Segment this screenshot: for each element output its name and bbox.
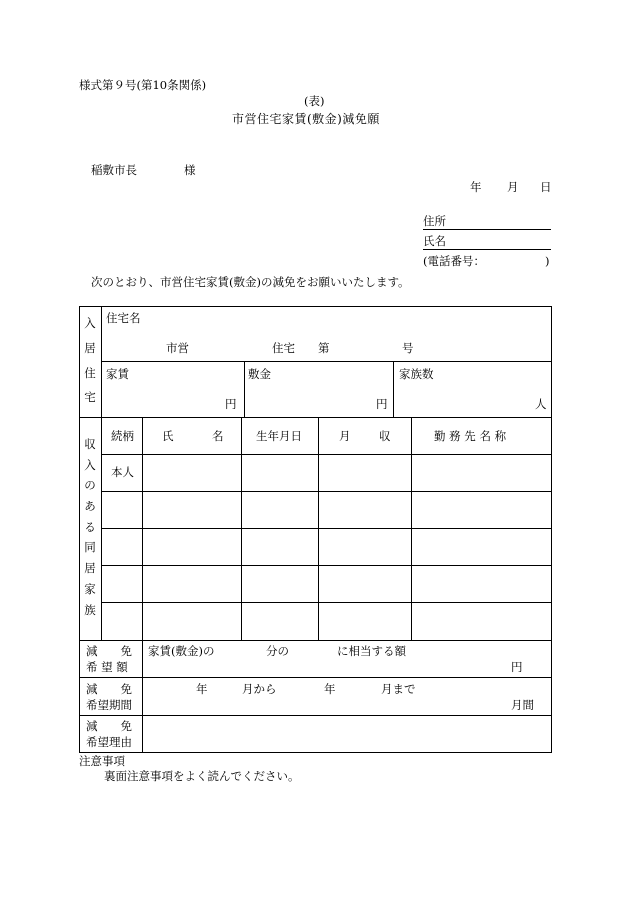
deposit-unit: 円 <box>376 397 388 411</box>
residence-section-label: 入 居 住 宅 <box>84 316 96 405</box>
reduction-amount-unit: 円 <box>511 660 523 674</box>
period-end-month: 月まで <box>381 682 416 696</box>
addressee-name: 稲敷市長 <box>91 163 137 177</box>
relation-self: 本人 <box>111 465 134 479</box>
family-count-unit: 人 <box>535 397 547 411</box>
header-birthdate: 生年月日 <box>256 429 302 443</box>
notes-title: 注意事項 <box>79 754 125 768</box>
rent-unit: 円 <box>225 397 237 411</box>
header-name-1: 氏 <box>162 429 174 443</box>
date-month-label: 月 <box>507 180 519 194</box>
header-workplace: 勤 務 先 名 称 <box>434 429 507 443</box>
housing-name-label: 住宅名 <box>106 311 141 325</box>
reduction-amount-text-3: に相当する額 <box>337 644 406 658</box>
name-underline[interactable] <box>423 249 551 250</box>
address-label: 住所 <box>423 214 446 228</box>
reduction-reason-label-2: 希望理由 <box>86 735 132 749</box>
phone-close-paren: ) <box>545 254 550 268</box>
housing-suffix: 住宅 <box>272 341 295 355</box>
reduction-amount-text-1: 家賃(敷金)の <box>148 644 215 658</box>
period-start-month: 月から <box>242 682 277 696</box>
reduction-amount-text-2: 分の <box>266 644 289 658</box>
address-underline[interactable] <box>423 229 551 230</box>
period-months-unit: 月間 <box>511 698 534 712</box>
period-end-year: 年 <box>324 682 336 696</box>
header-name-2: 名 <box>212 429 224 443</box>
intro-text: 次のとおり、市営住宅家賃(敷金)の減免をお願いいたします。 <box>91 275 410 289</box>
reduction-period-label-2: 希望期間 <box>86 698 132 712</box>
reduction-reason-label-1: 減 免 <box>86 719 132 733</box>
period-start-year: 年 <box>196 682 208 696</box>
form-side-label: (表) <box>304 94 325 108</box>
addressee-honorific: 様 <box>184 163 196 177</box>
family-count-label: 家族数 <box>399 367 434 381</box>
header-income-1: 月 <box>339 429 351 443</box>
page-title: 市営住宅家賃(敷金)減免願 <box>232 112 380 126</box>
date-year-label: 年 <box>470 180 482 194</box>
date-day-label: 日 <box>540 180 552 194</box>
reduction-amount-label-1: 減 免 <box>86 644 132 658</box>
phone-label: (電話番号： <box>423 254 485 268</box>
family-section-label: 収 入 の あ る 同 居 家 族 <box>84 437 96 617</box>
deposit-label: 敷金 <box>248 367 271 381</box>
notes-body: 裏面注意事項をよく読んでください。 <box>104 769 300 783</box>
header-relation: 続柄 <box>111 429 134 443</box>
housing-city-suffix: 市営 <box>166 341 189 355</box>
header-income-2: 収 <box>379 429 391 443</box>
reduction-period-label-1: 減 免 <box>86 682 132 696</box>
rent-label: 家賃 <box>106 367 129 381</box>
housing-gou: 号 <box>402 341 414 355</box>
application-table <box>79 306 552 753</box>
form-number: 様式第９号(第10条関係) <box>79 78 207 92</box>
housing-dai: 第 <box>318 341 330 355</box>
reduction-amount-label-2: 希 望 額 <box>86 660 128 674</box>
name-label: 氏名 <box>423 234 446 248</box>
